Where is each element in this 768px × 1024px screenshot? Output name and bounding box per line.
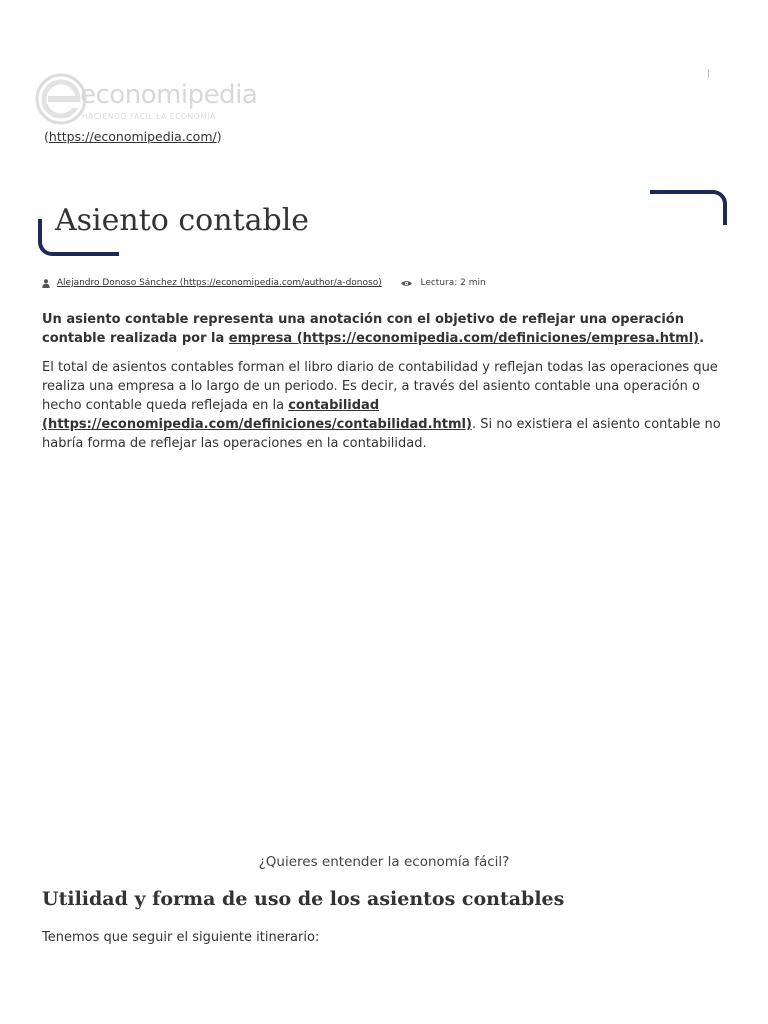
body-text-end: . Si no existiera el asiento contable no habría forma de reflejar las operaciones en la contabilidad. (42, 417, 721, 451)
section-intro: Tenemos que seguir el siguiente itinerario: (42, 930, 320, 945)
article-meta (42, 278, 486, 289)
lead-text-end: . (699, 331, 705, 346)
user-icon (42, 279, 50, 288)
section-heading: Utilidad y forma de uso de los asientos contables (42, 888, 565, 910)
article-content (42, 310, 728, 463)
author-link[interactable]: Alejandro Donoso Sánchez (https://economipedia.com/author/a-donoso) (56, 278, 382, 288)
cta-text: ¿Quieres entender la economía fácil? (258, 854, 510, 870)
contabilidad-link[interactable]: contabilidad (https://economipedia.com/definiciones/contabilidad.html) (42, 398, 472, 432)
title-bracket-right (650, 190, 727, 225)
logo-tagline: HACIENDO FÁCIL LA ECONOMÍA (82, 112, 216, 121)
home-link-prefix: ( (44, 129, 49, 144)
eye-icon (401, 280, 412, 287)
home-link-url[interactable]: https://economipedia.com/ (48, 129, 217, 144)
lead-paragraph (42, 310, 728, 348)
page-title: Asiento contable (55, 203, 310, 238)
site-logo[interactable] (34, 72, 258, 128)
logo-wordmark: economipedia (80, 80, 258, 110)
body-paragraph (42, 358, 728, 453)
body-text-start: El total de asientos contables forman el libro diario de contabilidad y reflejan todas las operaciones que realiza una empresa a lo largo de un periodo. Es decir, a través del asiento contable una operación o hecho contable queda reflejada en la (42, 360, 718, 413)
lead-text: Un asiento contable representa una anotación con el objetivo de reflejar una operación contable realizada por la (42, 312, 684, 346)
empresa-link[interactable]: empresa (https://economipedia.com/definiciones/empresa.html) (228, 331, 700, 346)
home-link (44, 129, 222, 144)
menu-divider (708, 69, 709, 78)
reading-time: Lectura: 2 min (420, 278, 486, 288)
home-link-suffix: ) (216, 129, 222, 144)
